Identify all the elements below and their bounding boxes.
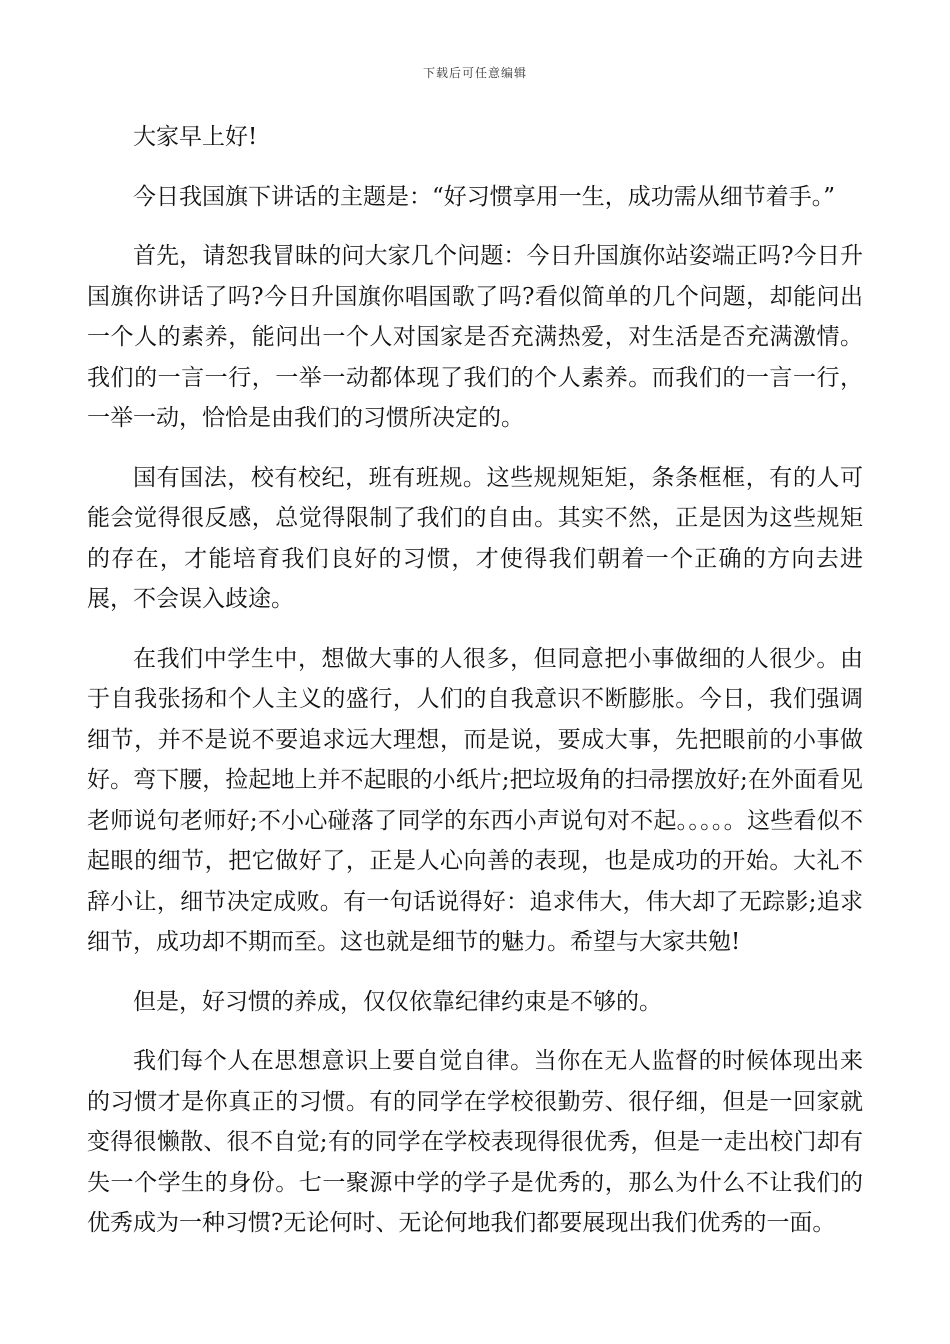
paragraph-however: 但是，好习惯的养成，仅仅依靠纪律约束是不够的。	[133, 988, 662, 1015]
paragraph-details: 在我们中学生中，想做大事的人很多，但同意把小事做细的人很少。由于自我张扬和个人主义的盛行，人们的自我意识不断膨胀。今日，我们强调细节，并不是说不要追求远大理想，而是说，要成大事，先把眼前的小事做好。弯下腰，捡起地上并不起眼的小纸片;把垃圾角的扫帚摆放好;在外面看见老师说句老师好;不小心碰落了同学的东西小声说句对不起。。。。。这些看似不起眼的细节，把它做好了，正是人心向善的表现，也是成功的开始。大礼不辞小让，细节决定成败。有一句话说得好：追求伟大，伟大却了无踪影;追求细节，成功却不期而至。这也就是细节的魅力。希望与大家共勉!	[87, 645, 863, 955]
document-body	[87, 117, 863, 1263]
paragraph-self-discipline: 我们每个人在思想意识上要自觉自律。当你在无人监督的时候体现出来的习惯才是你真正的习惯。有的同学在学校很勤劳、很仔细，但是一回家就变得很懒散、很不自觉;有的同学在学校表现得很优秀，但是一走出校门却有失一个学生的身份。七一聚源中学的学子是优秀的，那么为什么不让我们的优秀成为一种习惯?无论何时、无论何地我们都要展现出我们优秀的一面。	[87, 1048, 863, 1236]
paragraph-topic: 今日我国旗下讲话的主题是：“好习惯享用一生，成功需从细节着手。”	[133, 183, 836, 210]
page-header-note: 下载后可任意编辑	[422, 66, 527, 80]
paragraph-questions: 首先，请恕我冒昧的问大家几个问题：今日升国旗你站姿端正吗?今日升国旗你讲话了吗?今日升国旗你唱国歌了吗?看似简单的几个问题，却能问出一个人的素养，能问出一个人对国家是否充满热爱，对生活是否充满激情。我们的一言一行，一举一动都体现了我们的个人素养。而我们的一言一行，一举一动，恰恰是由我们的习惯所决定的。	[87, 243, 863, 431]
paragraph-greeting: 大家早上好!	[133, 124, 258, 150]
paragraph-rules: 国有国法，校有校纪，班有班规。这些规规矩矩，条条框框，有的人可能会觉得很反感，总觉得限制了我们的自由。其实不然，正是因为这些规矩的存在，才能培育我们良好的习惯，才使得我们朝着一个正确的方向去进展，不会误入歧途。	[87, 464, 863, 612]
